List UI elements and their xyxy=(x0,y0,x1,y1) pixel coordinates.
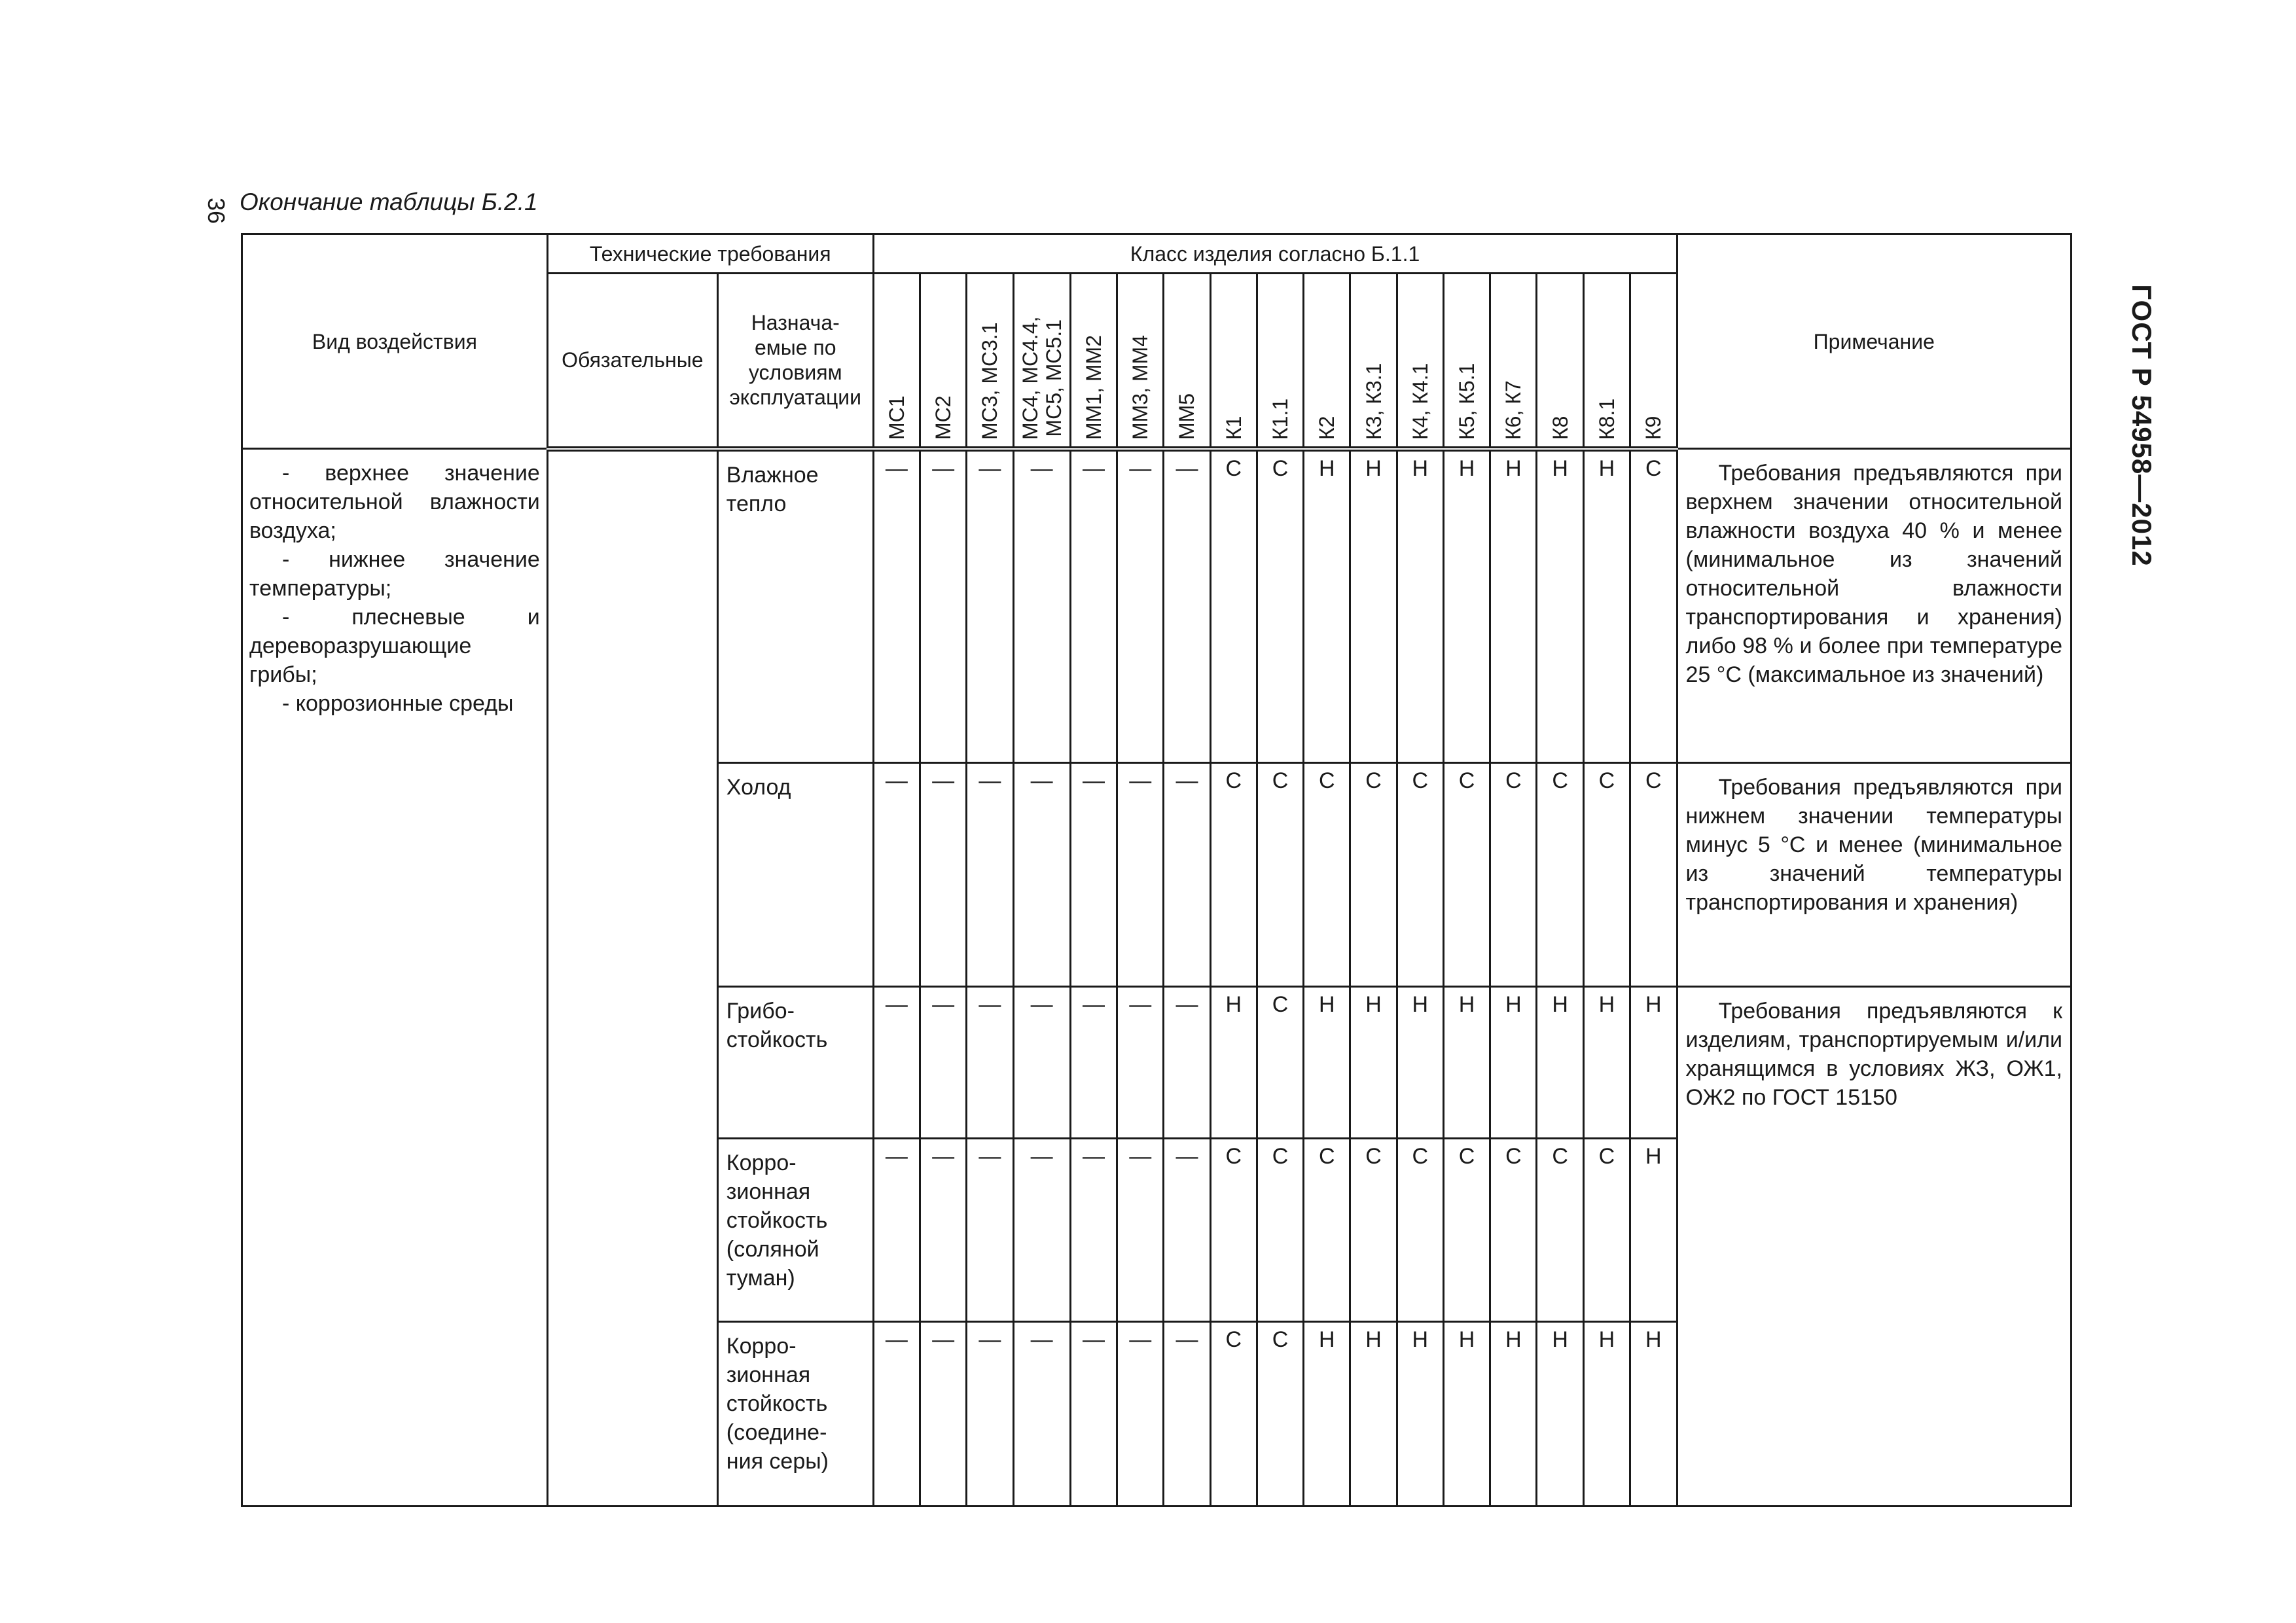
note-text: Требования предъявляются при верхнем значении относительной влажности воздуха 40 % и менее (минимальное из значений относительной влажности транспортирования и хранения) либо 98 % и более при температуре 25 °С (максимальное из значений) xyxy=(1685,461,2062,687)
class-header-label: К2 xyxy=(1315,416,1339,440)
class-value-cell: — xyxy=(1013,449,1070,763)
class-value-cell: — xyxy=(1164,449,1210,763)
class-value-cell: С xyxy=(1490,1139,1537,1322)
class-header-cell xyxy=(1583,274,1630,449)
class-value-cell: С xyxy=(1630,449,1677,763)
note-cell xyxy=(1677,449,2072,763)
class-header-cell xyxy=(1397,274,1443,449)
class-value-cell: — xyxy=(967,763,1013,987)
class-value-cell: Н xyxy=(1397,987,1443,1139)
class-header-label: МС4, МС4.4, МС5, МС5.1 xyxy=(1018,316,1066,440)
class-value-cell: — xyxy=(967,1139,1013,1322)
class-value-cell: С xyxy=(1257,763,1303,987)
class-header-label: МС3, МС3.1 xyxy=(978,321,1002,440)
class-value-cell: Н xyxy=(1304,1322,1350,1507)
class-value-cell: Н xyxy=(1350,1322,1397,1507)
document-id: ГОСТ Р 54958—2012 xyxy=(2126,284,2157,567)
class-value-cell: — xyxy=(873,987,920,1139)
class-value-cell: — xyxy=(1164,763,1210,987)
requirements-table xyxy=(241,233,2072,1507)
class-header-label: К1.1 xyxy=(1268,398,1293,440)
class-value-cell: С xyxy=(1537,1139,1583,1322)
class-value-cell: Н xyxy=(1490,987,1537,1139)
table-row xyxy=(242,449,2072,763)
note-text: Требования предъявляются при нижнем значении температуры минус 5 °С и менее (минимальное из значений температуры транспортирования и хранения) xyxy=(1685,775,2062,915)
class-value-cell: — xyxy=(1013,987,1070,1139)
header-impact: Вид воздействия xyxy=(242,234,548,449)
class-header-label: К4, К4.1 xyxy=(1408,363,1432,440)
header-assigned: Назнача- емые по условиям эксплуатации xyxy=(717,274,873,449)
class-value-cell: — xyxy=(1070,763,1117,987)
class-value-cell: С xyxy=(1304,763,1350,987)
class-value-cell: — xyxy=(920,1139,966,1322)
class-header-label: К6, К7 xyxy=(1501,380,1526,440)
class-value-cell: С xyxy=(1304,1139,1350,1322)
class-value-cell: С xyxy=(1350,763,1397,987)
class-header-label: К8.1 xyxy=(1594,398,1619,440)
class-value-cell: Н xyxy=(1304,449,1350,763)
class-value-cell: Н xyxy=(1397,1322,1443,1507)
class-header-cell xyxy=(873,274,920,449)
class-value-cell: — xyxy=(920,987,966,1139)
class-value-cell: — xyxy=(1013,1139,1070,1322)
class-value-cell: С xyxy=(1630,763,1677,987)
class-header-label: К8 xyxy=(1548,416,1572,440)
class-value-cell: — xyxy=(1164,987,1210,1139)
class-header-cell xyxy=(1630,274,1677,449)
class-value-cell: — xyxy=(1117,987,1164,1139)
note-cell xyxy=(1677,763,2072,987)
class-header-cell xyxy=(920,274,966,449)
note-text: Требования предъявляются к изделиям, транспортируемым и/или хранящимся в условиях ЖЗ, ОЖ1, ОЖ2 по ГОСТ 15150 xyxy=(1685,999,2062,1110)
class-header-cell xyxy=(1304,274,1350,449)
class-value-cell: С xyxy=(1583,763,1630,987)
page-number: 36 xyxy=(203,197,230,224)
impact-item: - нижнее значение температуры; xyxy=(249,547,540,601)
class-value-cell: — xyxy=(920,449,966,763)
class-value-cell: — xyxy=(967,449,1013,763)
class-value-cell: — xyxy=(967,1322,1013,1507)
class-header-label: ММ3, ММ4 xyxy=(1128,334,1153,440)
class-header-label: ММ5 xyxy=(1175,393,1199,440)
class-value-cell: Н xyxy=(1443,987,1490,1139)
class-header-cell xyxy=(967,274,1013,449)
class-value-cell: С xyxy=(1397,1139,1443,1322)
class-header-cell xyxy=(1443,274,1490,449)
class-value-cell: С xyxy=(1350,1139,1397,1322)
class-value-cell: — xyxy=(1070,1322,1117,1507)
condition-cell: Влажное тепло xyxy=(717,449,873,763)
class-value-cell: — xyxy=(1013,1322,1070,1507)
class-value-cell: С xyxy=(1210,1139,1257,1322)
mandatory-cell xyxy=(547,449,717,1507)
class-value-cell: С xyxy=(1490,763,1537,987)
class-value-cell: Н xyxy=(1630,1139,1677,1322)
class-header-label: К5, К5.1 xyxy=(1455,363,1479,440)
condition-cell: Корро- зионная стойкость (соляной туман) xyxy=(717,1139,873,1322)
class-header-cell xyxy=(1537,274,1583,449)
class-value-cell: Н xyxy=(1583,449,1630,763)
class-header-label: ММ1, ММ2 xyxy=(1081,334,1105,440)
class-value-cell: Н xyxy=(1537,1322,1583,1507)
class-value-cell: — xyxy=(1070,449,1117,763)
table-caption: Окончание таблицы Б.2.1 xyxy=(240,188,538,215)
class-value-cell: — xyxy=(1117,763,1164,987)
class-value-cell: — xyxy=(920,763,966,987)
impact-item: - плесневые и дереворазрушающие грибы; xyxy=(249,605,540,687)
condition-cell: Грибо- стойкость xyxy=(717,987,873,1139)
class-header-cell xyxy=(1013,274,1070,449)
class-value-cell: — xyxy=(1117,1139,1164,1322)
class-value-cell: С xyxy=(1537,763,1583,987)
header-note: Примечание xyxy=(1677,234,2072,449)
class-value-cell: С xyxy=(1210,763,1257,987)
note-cell xyxy=(1677,987,2072,1507)
class-value-cell: С xyxy=(1257,449,1303,763)
class-value-cell: С xyxy=(1443,763,1490,987)
class-header-cell xyxy=(1117,274,1164,449)
class-value-cell: Н xyxy=(1630,1322,1677,1507)
class-value-cell: — xyxy=(873,763,920,987)
class-value-cell: — xyxy=(920,1322,966,1507)
class-value-cell: — xyxy=(873,1139,920,1322)
class-value-cell: — xyxy=(1013,763,1070,987)
class-header-cell xyxy=(1490,274,1537,449)
class-header-cell xyxy=(1257,274,1303,449)
class-header-label: К9 xyxy=(1641,416,1666,440)
class-header-label: МС1 xyxy=(884,395,908,440)
impact-cell xyxy=(242,449,548,1507)
class-value-cell: С xyxy=(1257,1139,1303,1322)
header-tech-requirements: Технические требования xyxy=(547,234,873,274)
class-header-cell xyxy=(1210,274,1257,449)
class-header-label: К3, К3.1 xyxy=(1361,363,1386,440)
class-value-cell: Н xyxy=(1443,1322,1490,1507)
class-value-cell: Н xyxy=(1304,987,1350,1139)
class-value-cell: Н xyxy=(1583,1322,1630,1507)
class-header-cell xyxy=(1164,274,1210,449)
header-product-class: Класс изделия согласно Б.1.1 xyxy=(873,234,1677,274)
class-value-cell: Н xyxy=(1490,449,1537,763)
class-value-cell: Н xyxy=(1350,987,1397,1139)
class-value-cell: Н xyxy=(1443,449,1490,763)
class-value-cell: С xyxy=(1257,987,1303,1139)
class-value-cell: — xyxy=(1164,1139,1210,1322)
class-value-cell: — xyxy=(873,1322,920,1507)
condition-cell: Холод xyxy=(717,763,873,987)
class-value-cell: — xyxy=(1117,1322,1164,1507)
class-value-cell: Н xyxy=(1350,449,1397,763)
class-value-cell: Н xyxy=(1397,449,1443,763)
class-header-cell xyxy=(1350,274,1397,449)
condition-cell: Корро- зионная стойкость (соедине- ния серы) xyxy=(717,1322,873,1507)
impact-item: - верхнее значение относительной влажности воздуха; xyxy=(249,461,540,543)
class-value-cell: Н xyxy=(1537,449,1583,763)
class-value-cell: С xyxy=(1257,1322,1303,1507)
class-value-cell: — xyxy=(967,987,1013,1139)
class-value-cell: — xyxy=(1117,449,1164,763)
class-value-cell: — xyxy=(1070,1139,1117,1322)
class-value-cell: — xyxy=(1164,1322,1210,1507)
class-value-cell: Н xyxy=(1537,987,1583,1139)
class-value-cell: — xyxy=(873,449,920,763)
class-value-cell: — xyxy=(1070,987,1117,1139)
class-value-cell: Н xyxy=(1490,1322,1537,1507)
class-value-cell: Н xyxy=(1583,987,1630,1139)
class-value-cell: С xyxy=(1210,449,1257,763)
class-value-cell: Н xyxy=(1630,987,1677,1139)
class-value-cell: С xyxy=(1583,1139,1630,1322)
class-value-cell: Н xyxy=(1210,987,1257,1139)
impact-item: - коррозионные среды xyxy=(282,691,514,716)
class-header-label: К1 xyxy=(1221,416,1246,440)
class-value-cell: С xyxy=(1210,1322,1257,1507)
class-value-cell: С xyxy=(1443,1139,1490,1322)
header-mandatory: Обязательные xyxy=(547,274,717,449)
class-header-label: МС2 xyxy=(931,395,956,440)
class-value-cell: С xyxy=(1397,763,1443,987)
class-header-cell xyxy=(1070,274,1117,449)
